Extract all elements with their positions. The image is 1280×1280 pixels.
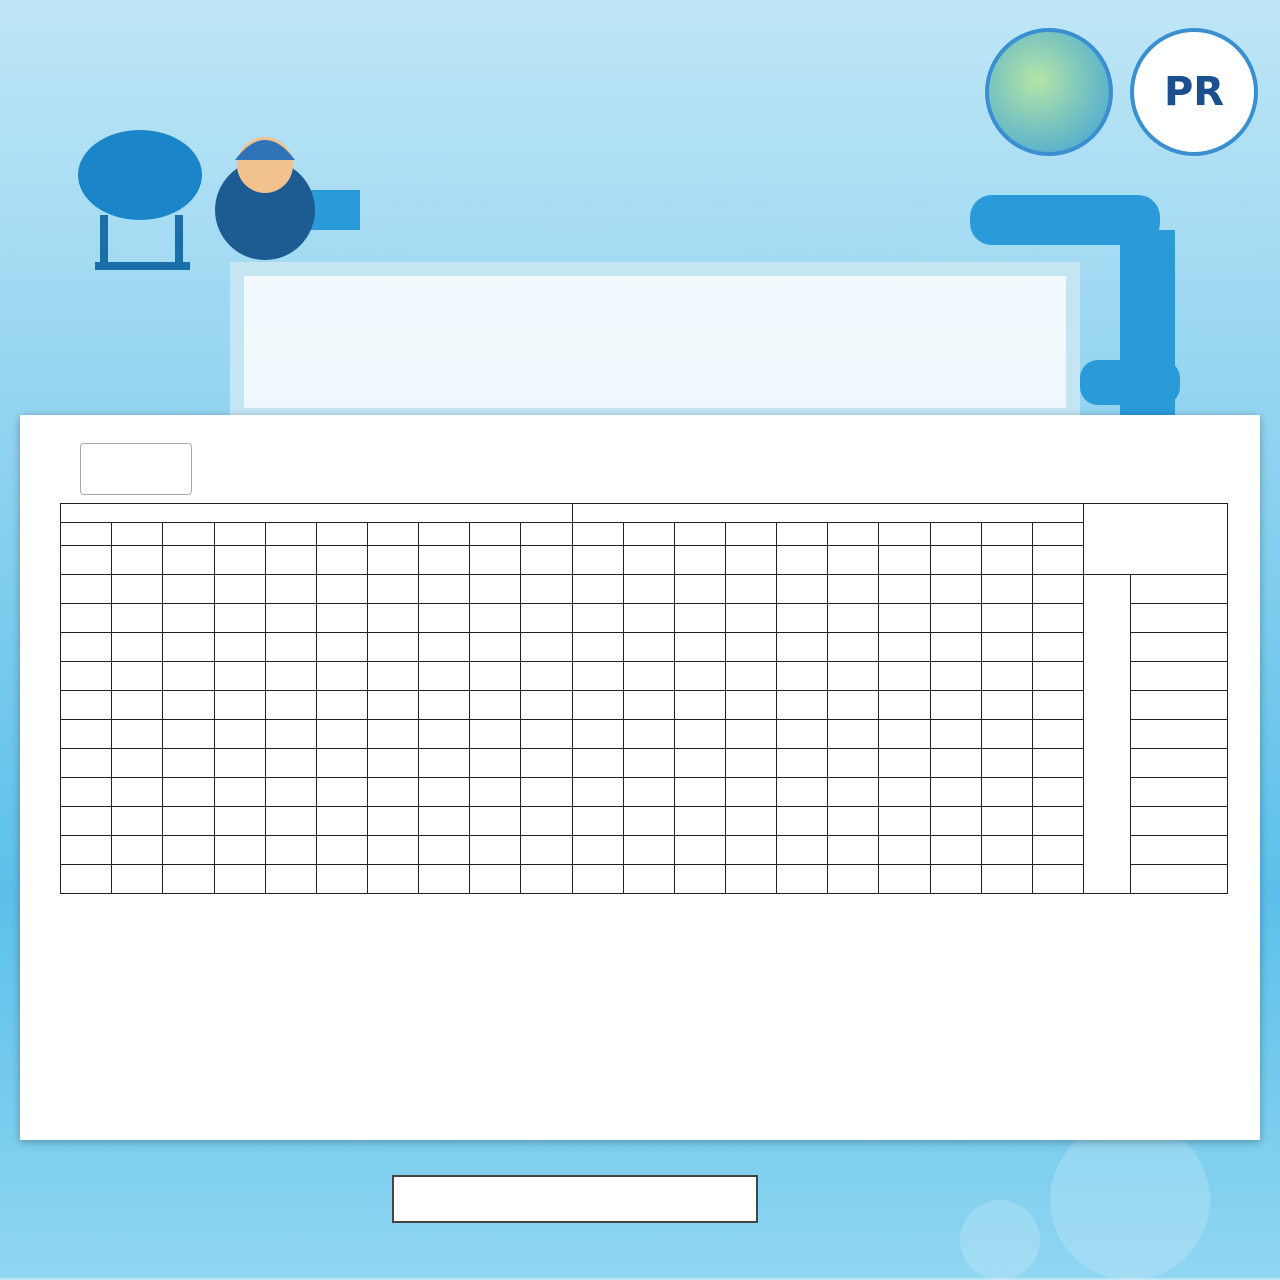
date-cell: [521, 546, 572, 575]
schedule-cell: [930, 575, 981, 604]
schedule-cell: [828, 662, 879, 691]
schedule-cell: [930, 604, 981, 633]
schedule-cell: [981, 720, 1032, 749]
schedule-cell: [419, 778, 470, 807]
schedule-cell: [674, 807, 725, 836]
day-name: [1032, 523, 1083, 546]
schedule-cell: [572, 749, 623, 778]
schedule-cell: [368, 807, 419, 836]
half-header-row: [61, 504, 1228, 523]
schedule-cell: [828, 604, 879, 633]
schedule-cell: [930, 778, 981, 807]
schedule-cell: [981, 836, 1032, 865]
schedule-cell: [828, 633, 879, 662]
unit-name: [1131, 749, 1228, 778]
schedule-cell: [163, 836, 214, 865]
date-cell: [61, 546, 112, 575]
schedule-cell: [112, 836, 163, 865]
schedule-cell: [879, 807, 930, 836]
schedule-cell: [419, 575, 470, 604]
schedule-cell: [265, 720, 316, 749]
schedule-cell: [316, 633, 367, 662]
schedule-cell: [419, 749, 470, 778]
schedule-cell: [674, 604, 725, 633]
bubble: [1050, 1120, 1210, 1280]
schedule-cell: [726, 836, 777, 865]
schedule-cell: [419, 865, 470, 894]
schedule-cell: [265, 604, 316, 633]
schedule-cell: [265, 836, 316, 865]
schedule-cell: [419, 807, 470, 836]
schedule-cell: [572, 865, 623, 894]
schedule-cell: [521, 604, 572, 633]
day-name: [163, 523, 214, 546]
schedule-cell: [981, 662, 1032, 691]
schedule-cell: [265, 633, 316, 662]
unit-header: [1084, 504, 1228, 575]
schedule-cell: [419, 691, 470, 720]
schedule-cell: [572, 778, 623, 807]
schedule-cell: [623, 749, 674, 778]
design-credit: [392, 1175, 758, 1223]
table-row: [61, 836, 1228, 865]
schedule-cell: [981, 778, 1032, 807]
schedule-cell: [163, 807, 214, 836]
schedule-cell: [726, 662, 777, 691]
schedule-cell: [981, 633, 1032, 662]
day-name: [777, 523, 828, 546]
schedule-cell: [112, 662, 163, 691]
schedule-cell: [61, 604, 112, 633]
schedule-cell: [828, 807, 879, 836]
schedule-cell: [1032, 662, 1083, 691]
schedule-cell: [368, 836, 419, 865]
schedule-cell: [521, 575, 572, 604]
schedule-cell: [61, 691, 112, 720]
schedule-cell: [470, 575, 521, 604]
schedule-cell: [981, 575, 1032, 604]
schedule-cell: [419, 836, 470, 865]
schedule-cell: [316, 749, 367, 778]
schedule-cell: [1032, 865, 1083, 894]
schedule-cell: [61, 807, 112, 836]
schedule-cell: [726, 807, 777, 836]
schedule-cell: [777, 604, 828, 633]
table-row: [61, 604, 1228, 633]
schedule-cell: [726, 604, 777, 633]
schedule-cell: [674, 836, 725, 865]
schedule-cell: [1032, 604, 1083, 633]
unit-name: [1131, 836, 1228, 865]
day-name: [930, 523, 981, 546]
schedule-cell: [419, 633, 470, 662]
schedule-cell: [981, 807, 1032, 836]
schedule-cell: [623, 604, 674, 633]
schedule-cell: [163, 633, 214, 662]
schedule-cell: [61, 633, 112, 662]
schedule-cell: [470, 691, 521, 720]
schedule-cell: [572, 720, 623, 749]
schedule-cell: [163, 604, 214, 633]
schedule-cell: [214, 807, 265, 836]
schedule-cell: [726, 865, 777, 894]
schedule-cell: [623, 836, 674, 865]
date-cell: [265, 546, 316, 575]
schedule-cell: [368, 865, 419, 894]
schedule-cell: [777, 778, 828, 807]
schedule-cell: [930, 720, 981, 749]
schedule-cell: [726, 633, 777, 662]
schedule-cell: [470, 836, 521, 865]
schedule-cell: [470, 865, 521, 894]
bubble: [960, 1200, 1040, 1280]
schedule-cell: [163, 865, 214, 894]
schedule-cell: [521, 662, 572, 691]
unit-name: [1131, 807, 1228, 836]
date-cell: [163, 546, 214, 575]
day-name: [112, 523, 163, 546]
table-row: [61, 720, 1228, 749]
schedule-cell: [777, 691, 828, 720]
schedule-cell: [572, 691, 623, 720]
schedule-cell: [163, 662, 214, 691]
schedule-cell: [265, 749, 316, 778]
schedule-cell: [521, 720, 572, 749]
schedule-cell: [61, 720, 112, 749]
schedule-cell: [623, 865, 674, 894]
date-cell: [470, 546, 521, 575]
schedule-cell: [828, 691, 879, 720]
schedule-cell: [572, 836, 623, 865]
day-name: [214, 523, 265, 546]
schedule-cell: [368, 662, 419, 691]
schedule-cell: [521, 807, 572, 836]
schedule-cell: [112, 633, 163, 662]
schedule-cell: [674, 720, 725, 749]
schedule-cell: [470, 633, 521, 662]
schedule-cell: [265, 865, 316, 894]
schedule-cell: [368, 720, 419, 749]
date-cell: [879, 546, 930, 575]
schedule-cell: [879, 749, 930, 778]
schedule-cell: [674, 778, 725, 807]
schedule-cell: [470, 807, 521, 836]
schedule-cell: [316, 778, 367, 807]
schedule-cell: [623, 720, 674, 749]
date-cell: [623, 546, 674, 575]
schedule-cell: [930, 807, 981, 836]
schedule-cell: [981, 865, 1032, 894]
date-cell: [930, 546, 981, 575]
schedule-cell: [316, 836, 367, 865]
schedule-cell: [1032, 836, 1083, 865]
pr-logo: PR: [1130, 28, 1258, 156]
schedule-cell: [1032, 691, 1083, 720]
schedule-cell: [572, 633, 623, 662]
schedule-cell: [265, 778, 316, 807]
schedule-cell: [521, 633, 572, 662]
schedule-cell: [930, 749, 981, 778]
schedule-cell: [470, 662, 521, 691]
schedule-cell: [368, 604, 419, 633]
second-half-header: [61, 504, 573, 523]
schedule-cell: [981, 604, 1032, 633]
water-company-logo-icon: [985, 28, 1113, 156]
schedule-cell: [521, 691, 572, 720]
date-cell: [368, 546, 419, 575]
schedule-cell: [828, 575, 879, 604]
schedule-cell: [368, 691, 419, 720]
schedule-cell: [163, 778, 214, 807]
schedule-cell: [61, 778, 112, 807]
schedule-cell: [61, 575, 112, 604]
day-name: [521, 523, 572, 546]
day-name: [623, 523, 674, 546]
schedule-cell: [316, 720, 367, 749]
day-name: [265, 523, 316, 546]
schedule-cell: [163, 720, 214, 749]
schedule-cell: [521, 778, 572, 807]
schedule-cell: [61, 836, 112, 865]
schedule-cell: [419, 604, 470, 633]
schedule-cell: [112, 749, 163, 778]
schedule-cell: [214, 575, 265, 604]
schedule-cell: [112, 604, 163, 633]
schedule-cell: [214, 836, 265, 865]
schedule-cell: [521, 749, 572, 778]
schedule-cell: [879, 662, 930, 691]
schedule-cell: [572, 575, 623, 604]
unit-name: [1131, 691, 1228, 720]
table-row: [61, 691, 1228, 720]
schedule-cell: [777, 807, 828, 836]
day-name: [879, 523, 930, 546]
schedule-cell: [316, 691, 367, 720]
table-row: [61, 662, 1228, 691]
unit-name: [1131, 662, 1228, 691]
schedule-cell: [674, 865, 725, 894]
schedule-cell: [470, 720, 521, 749]
day-name: [61, 523, 112, 546]
schedule-cell: [828, 836, 879, 865]
schedule-cell: [777, 575, 828, 604]
schedule-cell: [368, 778, 419, 807]
schedule-cell: [572, 604, 623, 633]
schedule-cell: [930, 633, 981, 662]
stamp-icon: [80, 443, 192, 495]
schedule-cell: [930, 691, 981, 720]
unit-name: [1131, 865, 1228, 894]
day-name: [419, 523, 470, 546]
schedule-cell: [879, 691, 930, 720]
date-cell: [316, 546, 367, 575]
table-row: [61, 865, 1228, 894]
date-cell: [981, 546, 1032, 575]
day-name: [981, 523, 1032, 546]
schedule-cell: [1032, 749, 1083, 778]
schedule-cell: [777, 720, 828, 749]
schedule-cell: [879, 836, 930, 865]
schedule-cell: [930, 865, 981, 894]
date-cell: [674, 546, 725, 575]
schedule-cell: [777, 662, 828, 691]
schedule-cell: [61, 865, 112, 894]
schedule-cell: [623, 633, 674, 662]
schedule-cell: [265, 662, 316, 691]
schedule-cell: [112, 575, 163, 604]
date-cell: [828, 546, 879, 575]
date-cell: [214, 546, 265, 575]
schedule-cell: [674, 662, 725, 691]
schedule-document: [20, 415, 1260, 1140]
unit-name: [1131, 720, 1228, 749]
schedule-cell: [674, 749, 725, 778]
schedule-cell: [726, 720, 777, 749]
table-row: [61, 807, 1228, 836]
schedule-cell: [1032, 778, 1083, 807]
schedule-cell: [112, 778, 163, 807]
schedule-cell: [368, 633, 419, 662]
schedule-cell: [777, 749, 828, 778]
schedule-cell: [265, 691, 316, 720]
schedule-cell: [1032, 575, 1083, 604]
schedule-cell: [163, 749, 214, 778]
schedule-cell: [674, 691, 725, 720]
date-cell: [777, 546, 828, 575]
schedule-cell: [674, 633, 725, 662]
schedule-cell: [163, 691, 214, 720]
schedule-cell: [214, 749, 265, 778]
schedule-cell: [623, 662, 674, 691]
schedule-cell: [368, 749, 419, 778]
schedule-table: [60, 503, 1228, 894]
date-row: [61, 546, 1228, 575]
schedule-cell: [419, 720, 470, 749]
schedule-cell: [470, 604, 521, 633]
schedule-cell: [726, 691, 777, 720]
schedule-cell: [879, 633, 930, 662]
schedule-cell: [214, 778, 265, 807]
day-name: [726, 523, 777, 546]
schedule-cell: [623, 778, 674, 807]
schedule-cell: [265, 807, 316, 836]
day-name: [674, 523, 725, 546]
unit-name: [1131, 633, 1228, 662]
schedule-cell: [930, 836, 981, 865]
schedule-cell: [163, 575, 214, 604]
unit-name: [1131, 575, 1228, 604]
schedule-cell: [879, 778, 930, 807]
schedule-cell: [521, 865, 572, 894]
schedule-cell: [623, 575, 674, 604]
schedule-cell: [470, 778, 521, 807]
schedule-cell: [214, 691, 265, 720]
day-name: [368, 523, 419, 546]
schedule-cell: [623, 691, 674, 720]
schedule-cell: [316, 807, 367, 836]
schedule-cell: [470, 749, 521, 778]
schedule-cell: [61, 749, 112, 778]
schedule-cell: [1032, 807, 1083, 836]
schedule-cell: [981, 691, 1032, 720]
schedule-cell: [572, 662, 623, 691]
date-cell: [572, 546, 623, 575]
schedule-cell: [112, 865, 163, 894]
schedule-cell: [61, 662, 112, 691]
table-row: [61, 633, 1228, 662]
schedule-cell: [981, 749, 1032, 778]
schedule-cell: [214, 662, 265, 691]
schedule-cell: [879, 865, 930, 894]
date-cell: [1032, 546, 1083, 575]
schedule-cell: [828, 749, 879, 778]
schedule-cell: [777, 836, 828, 865]
schedule-cell: [879, 720, 930, 749]
date-cell: [112, 546, 163, 575]
schedule-cell: [828, 720, 879, 749]
schedule-cell: [112, 807, 163, 836]
schedule-cell: [777, 633, 828, 662]
day-name: [470, 523, 521, 546]
schedule-cell: [726, 778, 777, 807]
first-half-header: [572, 504, 1083, 523]
schedule-cell: [265, 575, 316, 604]
unit-name: [1131, 604, 1228, 633]
schedule-cell: [316, 575, 367, 604]
schedule-cell: [828, 778, 879, 807]
schedule-cell: [112, 691, 163, 720]
schedule-cell: [316, 662, 367, 691]
schedule-cell: [1032, 633, 1083, 662]
schedule-cell: [623, 807, 674, 836]
schedule-cell: [214, 633, 265, 662]
unit-name: [1131, 778, 1228, 807]
date-cell: [726, 546, 777, 575]
schedule-cell: [1032, 720, 1083, 749]
schedule-cell: [674, 575, 725, 604]
schedule-cell: [726, 749, 777, 778]
day-name: [572, 523, 623, 546]
day-name: [828, 523, 879, 546]
schedule-cell: [572, 807, 623, 836]
table-row: [61, 749, 1228, 778]
branch-vertical-label: [1084, 575, 1131, 894]
schedule-cell: [214, 720, 265, 749]
schedule-cell: [316, 604, 367, 633]
board: [230, 262, 1080, 422]
schedule-cell: [726, 575, 777, 604]
schedule-cell: [214, 604, 265, 633]
schedule-cell: [316, 865, 367, 894]
table-row: [61, 575, 1228, 604]
schedule-cell: [930, 662, 981, 691]
schedule-cell: [214, 865, 265, 894]
day-name: [316, 523, 367, 546]
table-row: [61, 778, 1228, 807]
schedule-cell: [879, 575, 930, 604]
schedule-cell: [521, 836, 572, 865]
schedule-cell: [419, 662, 470, 691]
schedule-cell: [112, 720, 163, 749]
schedule-cell: [828, 865, 879, 894]
schedule-cell: [777, 865, 828, 894]
day-row: [61, 523, 1228, 546]
schedule-cell: [368, 575, 419, 604]
date-cell: [419, 546, 470, 575]
schedule-cell: [879, 604, 930, 633]
